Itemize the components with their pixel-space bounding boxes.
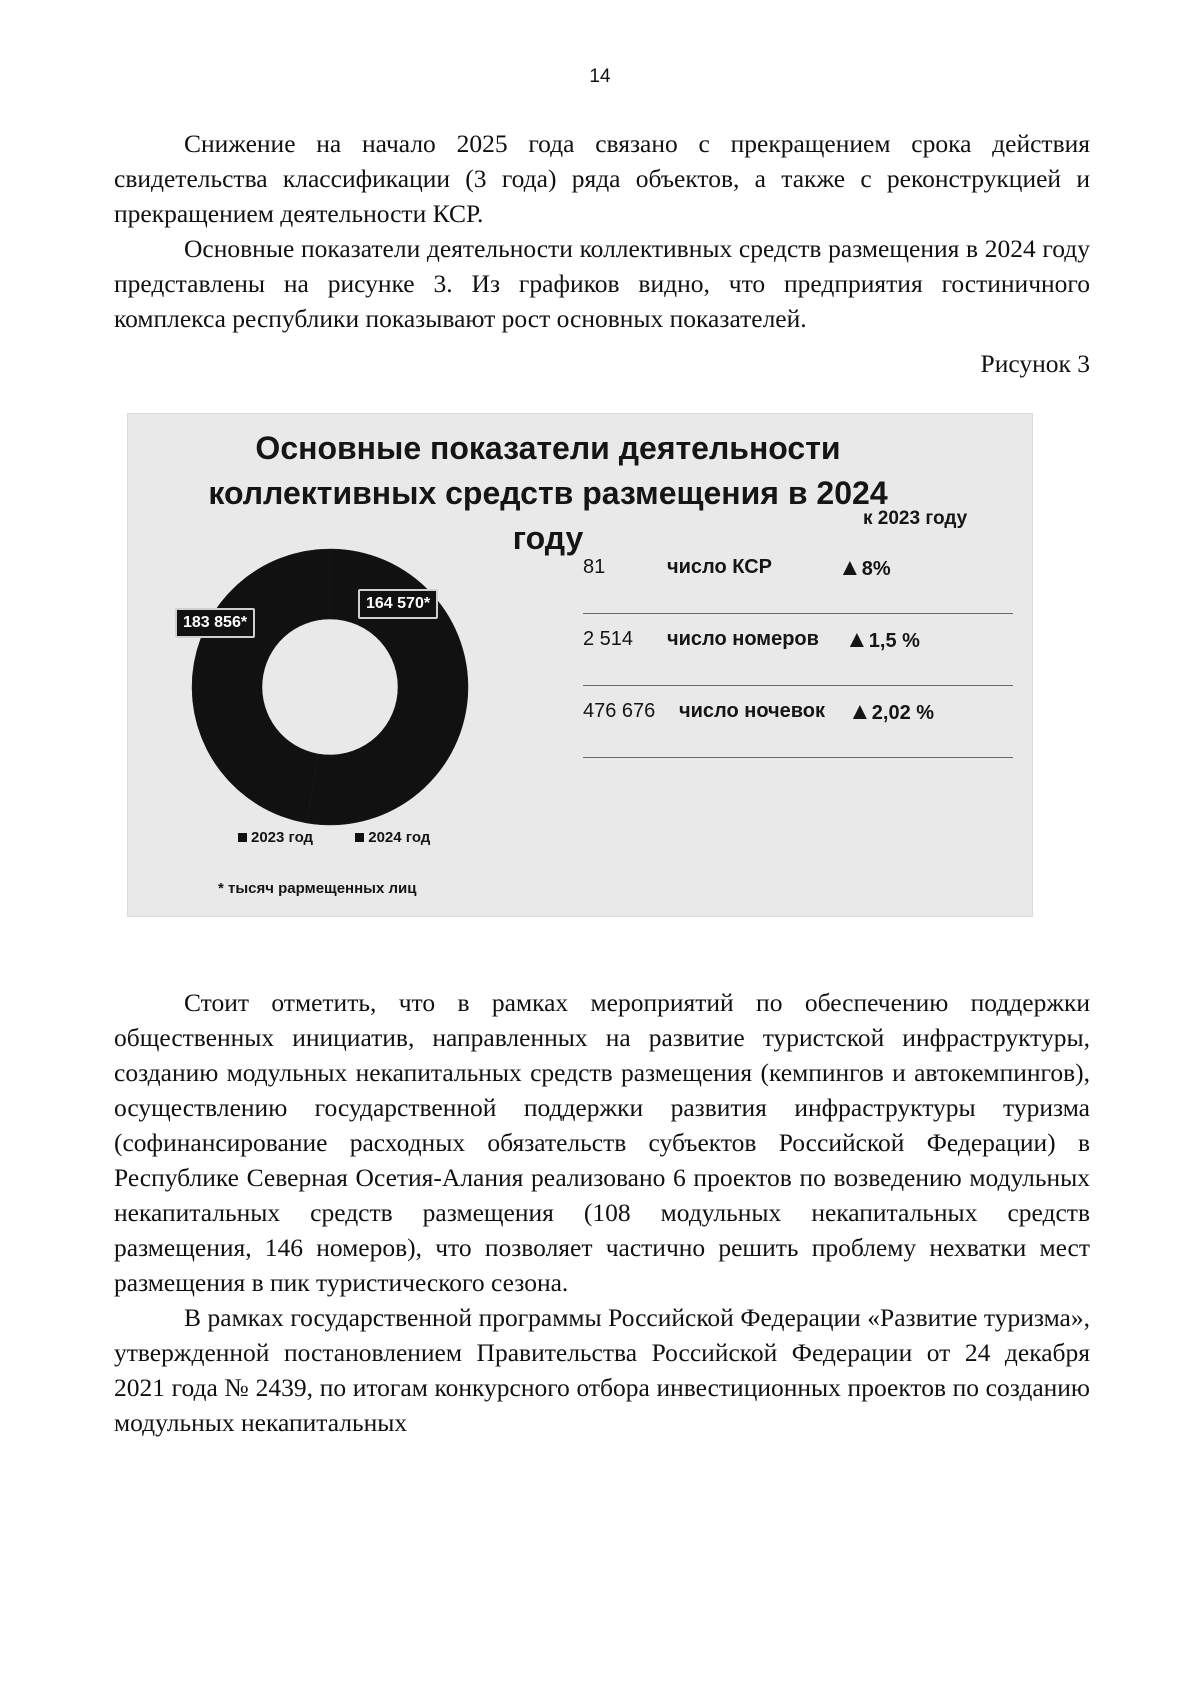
chart-legend — [238, 829, 468, 846]
legend-swatch — [355, 833, 364, 842]
stat-change-value: 8% — [861, 558, 891, 580]
up-triangle-icon: ▲ — [848, 698, 872, 725]
stat-label: число номеров — [667, 628, 819, 650]
paragraph: В рамках государственной программы Российской Федерации «Развитие туризма», утвержденной постановлением Правительства Российской Федерации от 24 декабря 2021 года № 2439, по итогам конкурсного отбора инвестиционных проектов по созданию модульных некапитальных — [114, 1303, 1090, 1437]
stat-change-value: 1,5 % — [868, 630, 920, 652]
stat-row-nights — [583, 686, 1013, 758]
donut-chart — [180, 542, 480, 832]
legend-item-2023 — [238, 829, 313, 846]
stat-row-ksr — [583, 542, 1013, 614]
legend-label: 2024 год — [368, 829, 431, 846]
paragraph: Снижение на начало 2025 года связано с прекращением срока действия свидетельства классификации (3 года) ряда объектов, а также с реконструкцией и прекращением деятельности КСР. — [114, 129, 1090, 228]
comparison-header: к 2023 году — [863, 508, 968, 529]
stat-change-value: 2,02 % — [871, 702, 935, 724]
figure-caption: Рисунок 3 — [980, 349, 1090, 378]
figure-title — [198, 426, 898, 561]
up-triangle-icon: ▲ — [838, 554, 862, 581]
figure-3 — [127, 413, 1033, 917]
stat-value: 81 — [583, 556, 606, 578]
up-triangle-icon: ▲ — [845, 626, 869, 653]
stat-change — [838, 554, 891, 582]
body-text-top — [114, 126, 1090, 336]
stat-row-rooms — [583, 614, 1013, 686]
legend-swatch — [238, 833, 247, 842]
donut-value-label-2024: 164 570* — [358, 589, 438, 619]
page-number: 14 — [589, 66, 611, 87]
stats-table — [583, 542, 1013, 758]
paragraph: Стоит отметить, что в рамках мероприятий по обеспечению поддержки общественных инициатив, направленных на развитие туристской инфраструктуры, созданию модульных некапитальных средств размещения (кемпингов и автокемпингов), осуществлению государственной поддержки развития инфраструктуры туризма (софинансирование расходных обязательств субъектов Российской Федерации) в Республике Северная Осетия-Алания реализовано 6 проектов по возведению модульных некапитальных средств размещения (108 модульных некапитальных средств размещения, 146 номеров), что позволяет частично решить проблему нехватки мест размещения в пик туристического сезона. — [114, 988, 1090, 1297]
figure-title-line: коллективных средств размещения в 2024 — [208, 475, 888, 511]
legend-item-2024 — [355, 829, 430, 846]
legend-label: 2023 год — [251, 829, 314, 846]
stat-value: 476 676 — [583, 700, 656, 722]
stat-label: число КСР — [667, 556, 772, 578]
paragraph: Основные показатели деятельности коллективных средств размещения в 2024 году представлены на рисунке 3. Из графиков видно, что предприятия гостиничного комплекса республики показывают рост основных показателей. — [114, 234, 1090, 333]
row-divider — [583, 757, 1013, 758]
figure-title-line: году — [512, 520, 584, 556]
stat-change — [845, 626, 920, 654]
figure-title-line: Основные показатели деятельности — [255, 430, 841, 466]
stat-value: 2 514 — [583, 628, 634, 650]
body-text-bottom — [114, 985, 1090, 1440]
donut-value-label-2023: 183 856* — [175, 608, 255, 638]
stat-label: число ночевок — [679, 700, 826, 722]
donut-slice-2024 год — [192, 549, 330, 823]
stat-change — [848, 698, 934, 726]
figure-footnote: * тысяч рармещенных лиц — [218, 880, 417, 897]
